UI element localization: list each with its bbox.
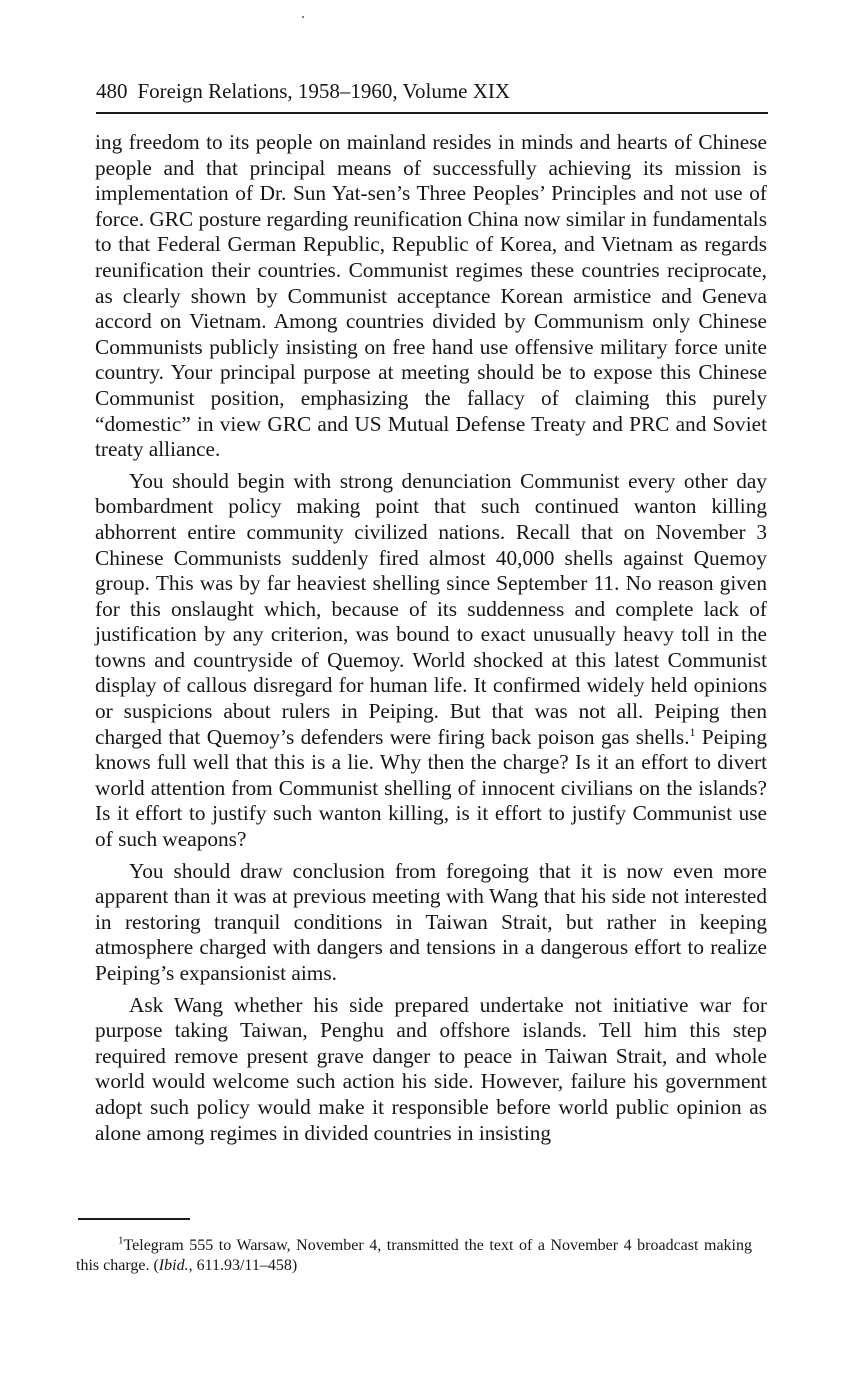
scan-speck: [302, 16, 304, 18]
paragraph-2-part-a: You should begin with strong denunciation Communist every other day bombardment policy making point that such continued wanton killing abhorrent entire community civilized nations. Recall that on November 3 Chinese Communists suddenly fired almost 40,000 shells against Quemoy group. This was by far heaviest shelling since September 11. No reason given for this onslaught which, because of its suddenness and complete lack of justification by any criterion, was bound to exact unusually heavy toll in the towns and countryside of Quemoy. World shocked at this latest Communist display of callous disregard for human life. It confirmed widely held opinions or suspicions about rulers in Peiping. But that was not all. Peiping then charged that Quemoy’s defenders were firing back poison gas shells.: [95, 468, 767, 749]
footnote-number: 1: [118, 1234, 124, 1247]
footnote: [76, 1236, 752, 1276]
page-number: 480: [96, 79, 128, 103]
paragraph-2: [95, 469, 767, 853]
body-text: [95, 130, 767, 1152]
paragraph-4: Ask Wang whether his side prepared undertake not initiative war for purpose taking Taiwan, Penghu and offshore islands. Tell him this step required remove present grave danger to peace in Taiwan Strait, and whole world would welcome such action his side. However, failure his government adopt such policy would make it responsible before world public opinion as alone among regimes in divided countries in insisting: [95, 992, 767, 1145]
footnote-reference[interactable]: 1: [689, 724, 696, 739]
volume-title: Foreign Relations, 1958–1960, Volume XIX: [137, 79, 511, 103]
footnote-text-start: Telegram 555 to Warsaw, November 4, transmitted the text of a November 4 broadcast making this charge. (: [76, 1237, 752, 1274]
paragraph-1: ing freedom to its people on mainland resides in minds and hearts of Chinese people and that principal means of successfully achieving its mission is implementation of Dr. Sun Yat-sen’s Three Peoples’ Principles and not use of force. GRC posture regarding reunification China now similar in fundamentals to that Federal German Republic, Republic of Korea, and Vietnam as regards reunification their countries. Communist regimes these countries reciprocate, as clearly shown by Communist acceptance Korean armistice and Geneva accord on Vietnam. Among countries divided by Communism only Chinese Communists publicly insisting on free hand use offensive military force unite country. Your principal purpose at meeting should be to expose this Chinese Communist position, emphasizing the fallacy of claiming this purely “domestic” in view GRC and US Mutual Defense Treaty and PRC and Soviet treaty alliance.: [95, 130, 767, 462]
running-header: [96, 76, 768, 114]
footnote-text-end: , 611.93/11–458): [188, 1257, 298, 1274]
paragraph-2-part-b: Peiping knows full well that this is a lie. Why then the charge? Is it an effort to divert world attention from Communist shelling of innocent civilians on the islands? Is it effort to justify such wanton killing, is it effort to justify Communist use of such weapons?: [95, 724, 767, 852]
paragraph-3: You should draw conclusion from foregoing that it is now even more apparent than it was at previous meeting with Wang that his side not interested in restoring tranquil conditions in Taiwan Strait, but rather in keeping atmosphere charged with dangers and tensions in a dangerous effort to realize Peiping’s expansionist aims.: [95, 858, 767, 985]
footnote-divider: [78, 1218, 190, 1220]
footnote-ibid: Ibid.: [158, 1257, 189, 1274]
